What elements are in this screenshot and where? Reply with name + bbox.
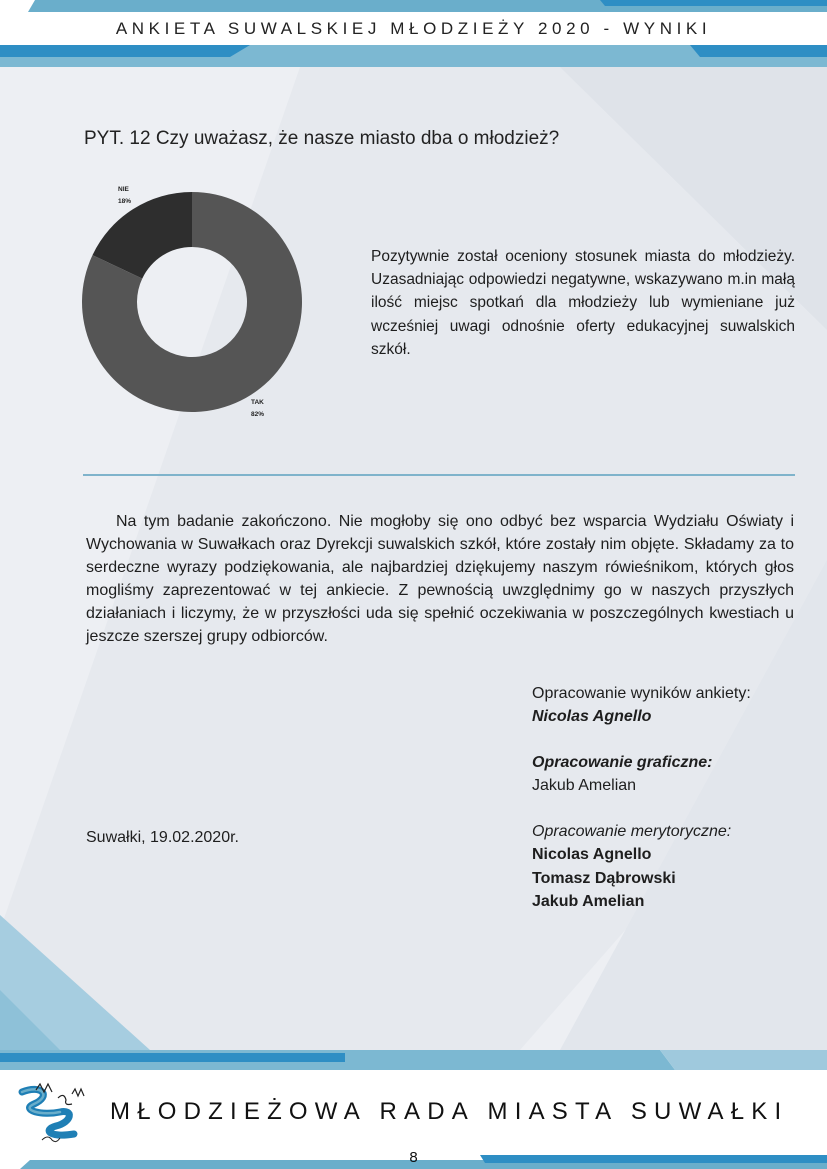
slice-value-nie: 18% — [118, 198, 132, 205]
footer-title: MŁODZIEŻOWA RADA MIASTA SUWAŁKI — [110, 1098, 789, 1125]
graphics-name: Jakub Amelian — [532, 777, 637, 795]
mrm-logo — [12, 1082, 90, 1146]
results-label: Opracowanie wyników ankiety: — [532, 685, 751, 702]
credits-block — [532, 682, 802, 913]
results-name: Nicolas Agnello — [532, 708, 652, 726]
slice-value-tak: 82% — [251, 411, 265, 418]
content-name-2: Tomasz Dąbrowski — [532, 869, 676, 887]
donut-chart — [70, 180, 310, 430]
chart-description: Pozytywnie został oceniony stosunek miasta do młodzieży. Uzasadniając odpowiedzi negatywne, wskazywano m.in małą ilość miejsc spotkań dla młodzieży lub wymieniane już wcześniej uwagi odnośnie oferty edukacyjnej suwalskich szkół. — [371, 248, 795, 358]
section-divider — [83, 474, 795, 476]
page-number: 8 — [409, 1149, 418, 1166]
slice-label-nie: NIE — [118, 186, 129, 193]
content-name-3: Jakub Amelian — [532, 892, 645, 910]
header-title: ANKIETA SUWALSKIEJ MŁODZIEŻY 2020 - WYNIKI — [115, 19, 712, 38]
content-label: Opracowanie merytoryczne: — [532, 823, 732, 841]
question-title: PYT. 12 Czy uważasz, że nasze miasto dba o młodzież? — [84, 128, 560, 149]
closing-paragraph: Na tym badanie zakończono. Nie mogłoby się ono odbyć bez wsparcia Wydziału Oświaty i Wychowania w Suwałkach oraz Dyrekcji suwalskich szkół, które zostały nim objęte. Składamy za to serdeczne wyrazy podziękowania, ale najbardziej dziękujemy naszym rówieśnikom, których głos mogliśmy zaprezentować w tej ankiecie. Z pewnością uwzględnimy go w naszych przyszłych działaniach i liczymy, że w przyszłości uda się spełnić oczekiwania w poszczególnych kwestiach u jeszcze szerszej grupy odbiorców. — [86, 513, 794, 646]
slice-label-tak: TAK — [251, 399, 264, 406]
content-name-1: Nicolas Agnello — [532, 846, 652, 864]
graphics-label: Opracowanie graficzne: — [532, 754, 713, 772]
place-date: Suwałki, 19.02.2020r. — [86, 829, 239, 846]
